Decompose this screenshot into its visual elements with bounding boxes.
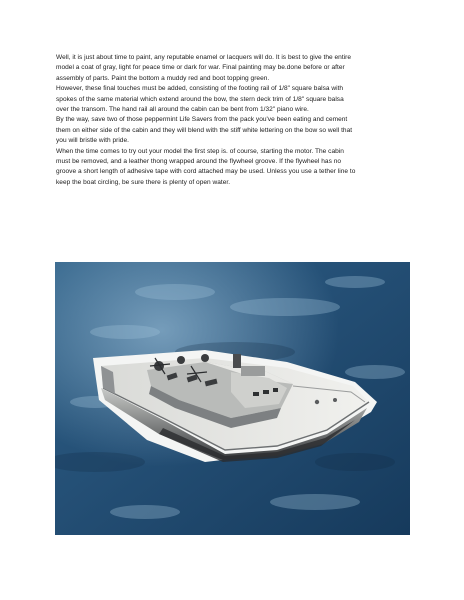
text-line: Well, it is just about time to paint, any reputable enamel or lacquers will do. It is best to give the entire: [56, 54, 351, 61]
text-line: you will bristle with pride.: [56, 137, 129, 145]
text-line: keep the boat circling, be sure there is plenty of open water.: [56, 178, 231, 186]
photo-illustration: [55, 262, 410, 535]
text-line: spokes of the same material which extend around the bow, the stern deck trim of 1/8" square balsa: [56, 95, 344, 103]
text-line: must be removed, and a leather thong wrapped around the flywheel groove. If the flywheel has no: [56, 157, 342, 165]
text-line: assembly of parts. Paint the bottom a muddy red and boot topping green.: [56, 74, 270, 82]
text-line: groove a short length of adhesive tape with cord attached may be used. Unless you use a tether line to: [56, 168, 356, 176]
text-line: model a coat of gray, light for peace time or dark for war. Final painting may be.done before or after: [56, 64, 345, 72]
text-line: over the transom. The hand rail all around the cabin can be bent from 1/32" piano wire.: [56, 105, 309, 113]
model-boat-photo: [55, 262, 410, 535]
text-line: By the way, save two of those peppermint Life Savers from the pack you've been eating and cement: [56, 116, 348, 124]
text-line: them on either side of the cabin and they will blend with the stiff white lettering on the bow so well that: [56, 126, 353, 134]
mast-stub: [233, 354, 241, 368]
body-text: [56, 53, 416, 188]
text-line: However, these final touches must be added, consisting of the footing rail of 1/8" square balsa with: [56, 85, 344, 93]
text-line: When the time comes to try out your model the first step is. of course, starting the motor. The cabin: [56, 147, 344, 155]
